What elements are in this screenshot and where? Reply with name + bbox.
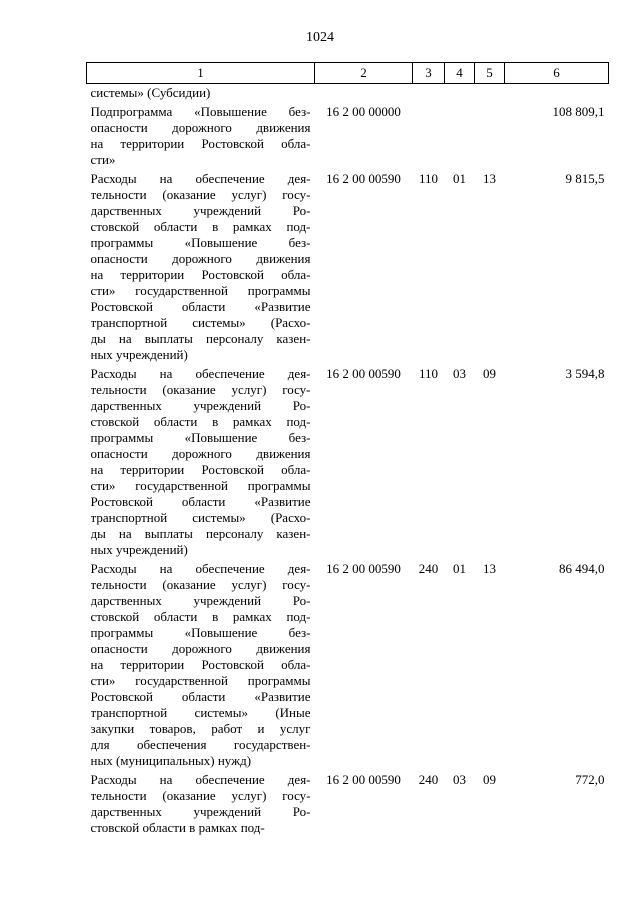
- row-name-line: Расходы на обеспечение дея-: [90, 366, 311, 381]
- row-name-line: транспортной системы» (Расхо-: [90, 315, 311, 330]
- budget-table: [86, 62, 609, 839]
- row-name-line: тельности (оказание услуг) госу-: [90, 187, 311, 202]
- row-name-line: на территории Ростовской обла-: [90, 267, 311, 282]
- expense-type-code: 110: [418, 366, 439, 381]
- row-name-line: тельности (оказание услуг) госу-: [90, 788, 311, 803]
- section-code: [445, 84, 475, 105]
- row-name-cell: [87, 171, 315, 366]
- amount-value: 772,0: [575, 772, 605, 787]
- table-row: [87, 171, 609, 366]
- target-article-code: 16 2 00 00590: [326, 366, 401, 381]
- row-name-line: тельности (оказание услуг) госу-: [90, 577, 311, 592]
- table-body: [87, 84, 609, 840]
- row-name-line: опасности дорожного движения: [90, 120, 311, 135]
- target-article-code: 16 2 00 00590: [326, 171, 401, 186]
- row-name-line: ных (муниципальных) нужд): [90, 753, 252, 768]
- target-article-code: 16 2 00 00590: [326, 561, 401, 576]
- row-name-line: Расходы на обеспечение дея-: [90, 561, 311, 576]
- row-name-cell: [87, 561, 315, 772]
- subsection-code: 13: [483, 561, 496, 576]
- row-name-line: для обеспечения государствен-: [90, 737, 311, 752]
- row-name-line: на территории Ростовской обла-: [90, 136, 311, 151]
- table-row: [87, 84, 609, 105]
- row-name-line: дарственных учреждений Ро-: [90, 203, 311, 218]
- row-name-line: системы» (Субсидии): [90, 85, 211, 100]
- row-name-line: стовской области в рамках под-: [90, 820, 265, 835]
- section-code: [445, 104, 475, 171]
- row-name-line: программы «Повышение без-: [90, 235, 311, 250]
- row-name-line: Расходы на обеспечение дея-: [90, 772, 311, 787]
- column-header-4: 4: [445, 63, 475, 84]
- expense-type-code: 240: [418, 561, 439, 576]
- row-name-line: программы «Повышение без-: [90, 430, 311, 445]
- table-row: [87, 104, 609, 171]
- amount-value: 3 594,8: [565, 366, 605, 381]
- expense-type-code: [413, 84, 445, 105]
- row-name-line: сти» государственной программы: [90, 283, 311, 298]
- row-name-line: стовской области в рамках под-: [90, 609, 311, 624]
- row-name-line: на территории Ростовской обла-: [90, 657, 311, 672]
- table-row: [87, 772, 609, 839]
- row-name-line: сти»: [90, 152, 116, 167]
- subsection-code: 13: [483, 171, 496, 186]
- table-header: [87, 63, 609, 84]
- expense-type-code: 110: [418, 171, 439, 186]
- target-article-code: [315, 84, 413, 105]
- section-code: 01: [453, 561, 466, 576]
- row-name-line: Подпрограмма «Повышение без-: [90, 104, 311, 119]
- row-name-line: опасности дорожного движения: [90, 251, 311, 266]
- row-name-line: Ростовской области «Развитие: [90, 689, 311, 704]
- section-code: 03: [453, 772, 466, 787]
- subsection-code: 09: [483, 772, 496, 787]
- amount-value: 86 494,0: [559, 561, 605, 576]
- subsection-code: 09: [483, 366, 496, 381]
- row-name-line: транспортной системы» (Иные: [90, 705, 311, 720]
- column-header-5: 5: [475, 63, 505, 84]
- row-name-line: ных учреждений): [90, 542, 188, 557]
- row-name-line: на территории Ростовской обла-: [90, 462, 311, 477]
- expense-type-code: [413, 104, 445, 171]
- row-name-line: программы «Повышение без-: [90, 625, 311, 640]
- page-number: 1024: [306, 30, 334, 45]
- row-name-line: Расходы на обеспечение дея-: [90, 171, 311, 186]
- row-name-cell: [87, 772, 315, 839]
- column-header-2: 2: [315, 63, 413, 84]
- row-name-line: сти» государственной программы: [90, 478, 311, 493]
- row-name-line: дарственных учреждений Ро-: [90, 593, 311, 608]
- table-row: [87, 366, 609, 561]
- amount-value: [505, 84, 609, 105]
- row-name-line: закупки товаров, работ и услуг: [90, 721, 311, 736]
- column-header-1: 1: [87, 63, 315, 84]
- amount-value: 9 815,5: [565, 171, 605, 186]
- subsection-code: [475, 104, 505, 171]
- row-name-line: ных учреждений): [90, 347, 188, 362]
- row-name-line: опасности дорожного движения: [90, 641, 311, 656]
- section-code: 01: [453, 171, 466, 186]
- column-header-6: 6: [505, 63, 609, 84]
- row-name-line: Ростовской области «Развитие: [90, 299, 311, 314]
- expense-type-code: 240: [418, 772, 439, 787]
- row-name-line: стовской области в рамках под-: [90, 219, 311, 234]
- column-header-3: 3: [413, 63, 445, 84]
- row-name-cell: [87, 84, 315, 105]
- section-code: 03: [453, 366, 466, 381]
- row-name-line: транспортной системы» (Расхо-: [90, 510, 311, 525]
- row-name-line: Ростовской области «Развитие: [90, 494, 311, 509]
- target-article-code: 16 2 00 00000: [326, 104, 401, 119]
- row-name-line: ды на выплаты персоналу казен-: [90, 331, 311, 346]
- row-name-line: тельности (оказание услуг) госу-: [90, 382, 311, 397]
- row-name-cell: [87, 104, 315, 171]
- row-name-line: сти» государственной программы: [90, 673, 311, 688]
- amount-value: 108 809,1: [552, 104, 605, 119]
- row-name-line: ды на выплаты персоналу казен-: [90, 526, 311, 541]
- row-name-cell: [87, 366, 315, 561]
- table-row: [87, 561, 609, 772]
- row-name-line: дарственных учреждений Ро-: [90, 804, 311, 819]
- target-article-code: 16 2 00 00590: [326, 772, 401, 787]
- row-name-line: стовской области в рамках под-: [90, 414, 311, 429]
- subsection-code: [475, 84, 505, 105]
- row-name-line: опасности дорожного движения: [90, 446, 311, 461]
- row-name-line: дарственных учреждений Ро-: [90, 398, 311, 413]
